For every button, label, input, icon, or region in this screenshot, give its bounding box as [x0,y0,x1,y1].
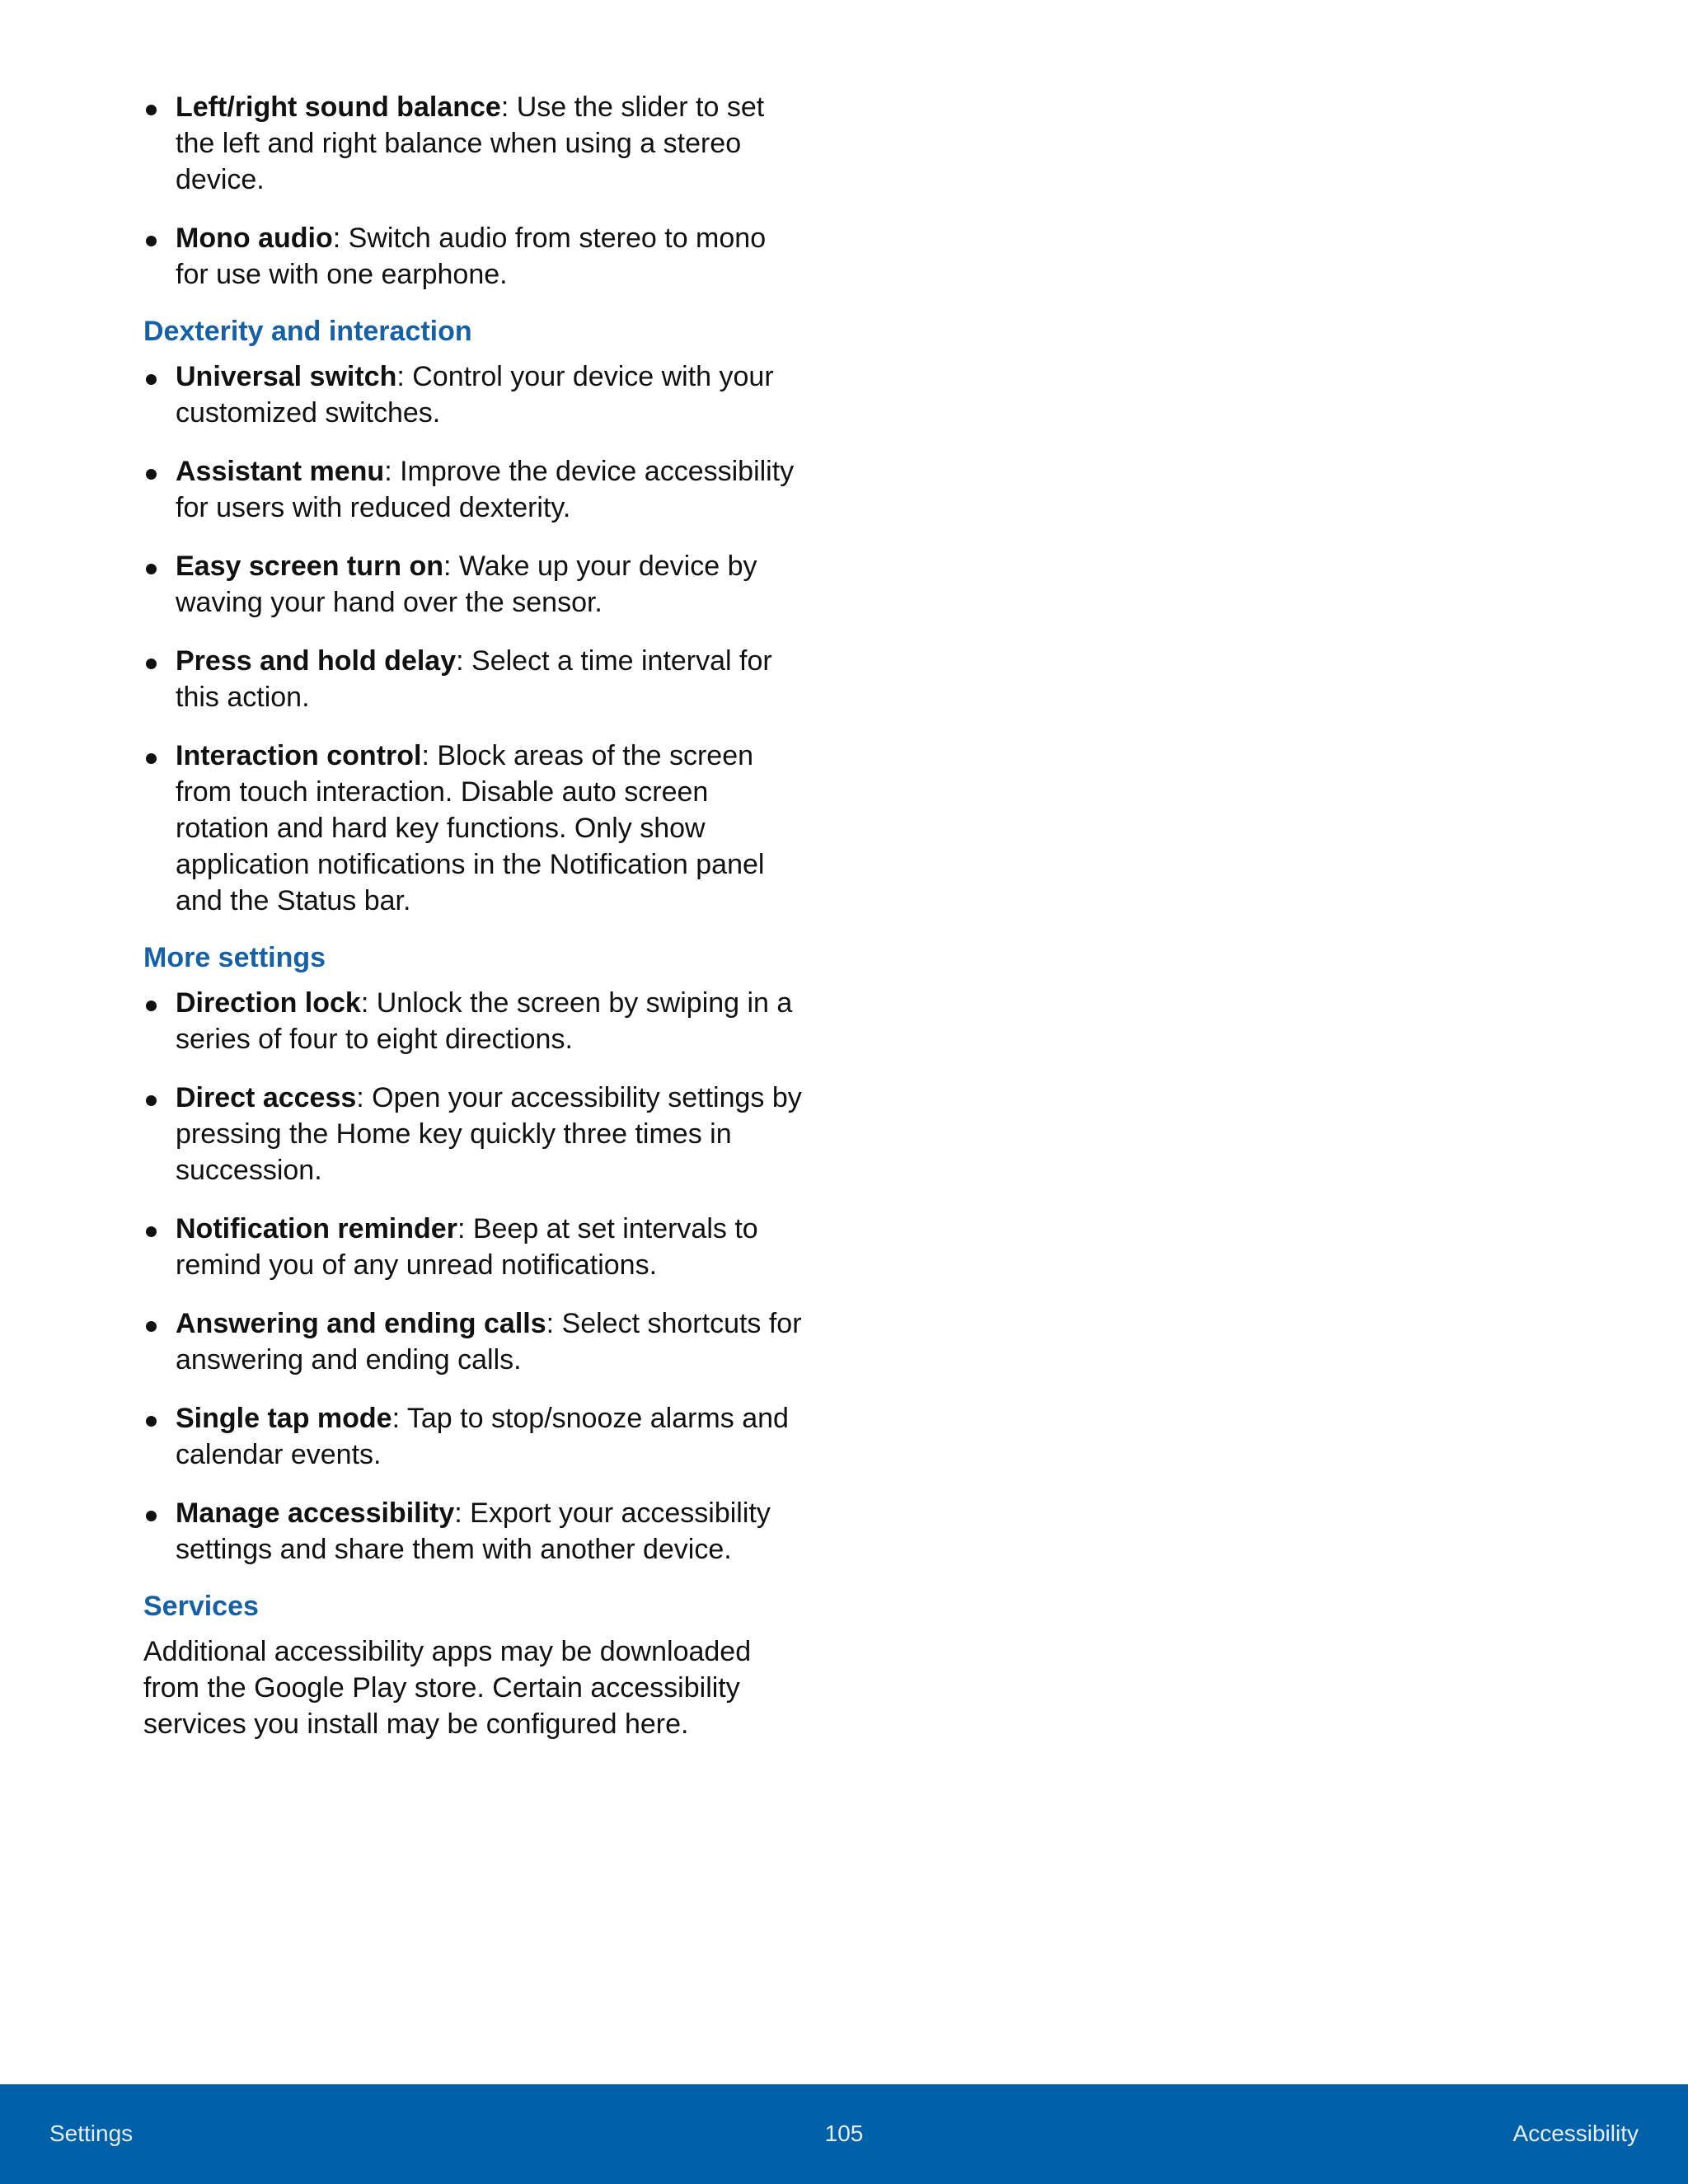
item-description: : Open your accessibility settings by pressing the Home key quickly three times in succession. [176,1082,802,1186]
item-term: Direction lock [176,987,361,1019]
section-heading-more-settings: More settings [143,942,326,973]
item-term: Notification reminder [176,1213,457,1244]
bullet-icon [146,1511,157,1521]
item-term: Universal switch [176,361,397,392]
bullet-icon [146,374,157,385]
item-description: : Control your device with your customized switches. [176,361,774,429]
item-term: Direct access [176,1082,357,1113]
services-paragraph: Additional accessibility apps may be downloaded from the Google Play store. Certain accessibility services you install may be configured here. [143,1636,752,1740]
item-term: Interaction control [176,740,422,771]
item-description: : Use the slider to set the left and right balance when using a stereo device. [176,91,765,195]
item-term: Left/right sound balance [176,91,501,123]
bullet-icon [146,1226,157,1237]
bullet-icon [146,1095,157,1106]
list-item [143,1305,803,1378]
bullet-list-hearing [143,89,803,293]
section-heading-services: Services [143,1591,259,1622]
bullet-list-dexterity [143,359,803,919]
footer-chapter-label: Settings [49,2121,134,2146]
item-term: Assistant menu [176,456,385,487]
bullet-icon [146,1321,157,1332]
item-description: : Select a time interval for this action. [176,645,772,713]
item-term: Mono audio [176,223,333,254]
list-item [143,643,803,715]
item-description: : Beep at set intervals to remind you of any unread notifications. [176,1213,758,1281]
bullet-icon [146,1001,157,1011]
item-term: Answering and ending calls [176,1308,546,1339]
bullet-icon [146,236,157,246]
list-item [143,1080,803,1188]
page-footer [0,2084,1688,2184]
list-item [143,453,803,526]
bullet-icon [146,658,157,669]
list-item [143,220,803,293]
list-item [143,1400,803,1473]
item-description: : Select shortcuts for answering and ending calls. [176,1308,802,1376]
item-term: Manage accessibility [176,1497,455,1529]
section-heading-dexterity: Dexterity and interaction [143,316,472,347]
bullet-icon [146,469,157,480]
item-description: : Wake up your device by waving your hand over the sensor. [176,551,757,618]
list-item [143,738,803,919]
list-item [143,985,803,1057]
item-description: : Block areas of the screen from touch interaction. Disable auto screen rotation and hard key functions. Only show application notifications in the Notification panel and the Status bar. [176,740,765,916]
bullet-icon [146,753,157,764]
list-item [143,359,803,431]
item-term: Press and hold delay [176,645,457,677]
list-item [143,1495,803,1568]
item-description: : Export your accessibility settings and share them with another device. [176,1497,771,1565]
list-item [143,1211,803,1283]
bullet-list-more-settings [143,985,803,1568]
list-item [143,548,803,621]
page-number: 105 [824,2121,864,2146]
bullet-icon [146,105,157,115]
list-item [143,89,803,198]
item-term: Easy screen turn on [176,551,444,582]
page-content [143,89,803,1742]
bullet-icon [146,1416,157,1427]
item-description: : Switch audio from stereo to mono for use with one earphone. [176,223,767,290]
item-description: : Unlock the screen by swiping in a series of four to eight directions. [176,987,793,1055]
bullet-icon [146,564,157,574]
footer-section-label: Accessibility [1512,2121,1639,2146]
item-description: : Tap to stop/snooze alarms and calendar events. [176,1403,789,1470]
item-description: : Improve the device accessibility for users with reduced dexterity. [176,456,795,523]
item-term: Single tap mode [176,1403,392,1434]
